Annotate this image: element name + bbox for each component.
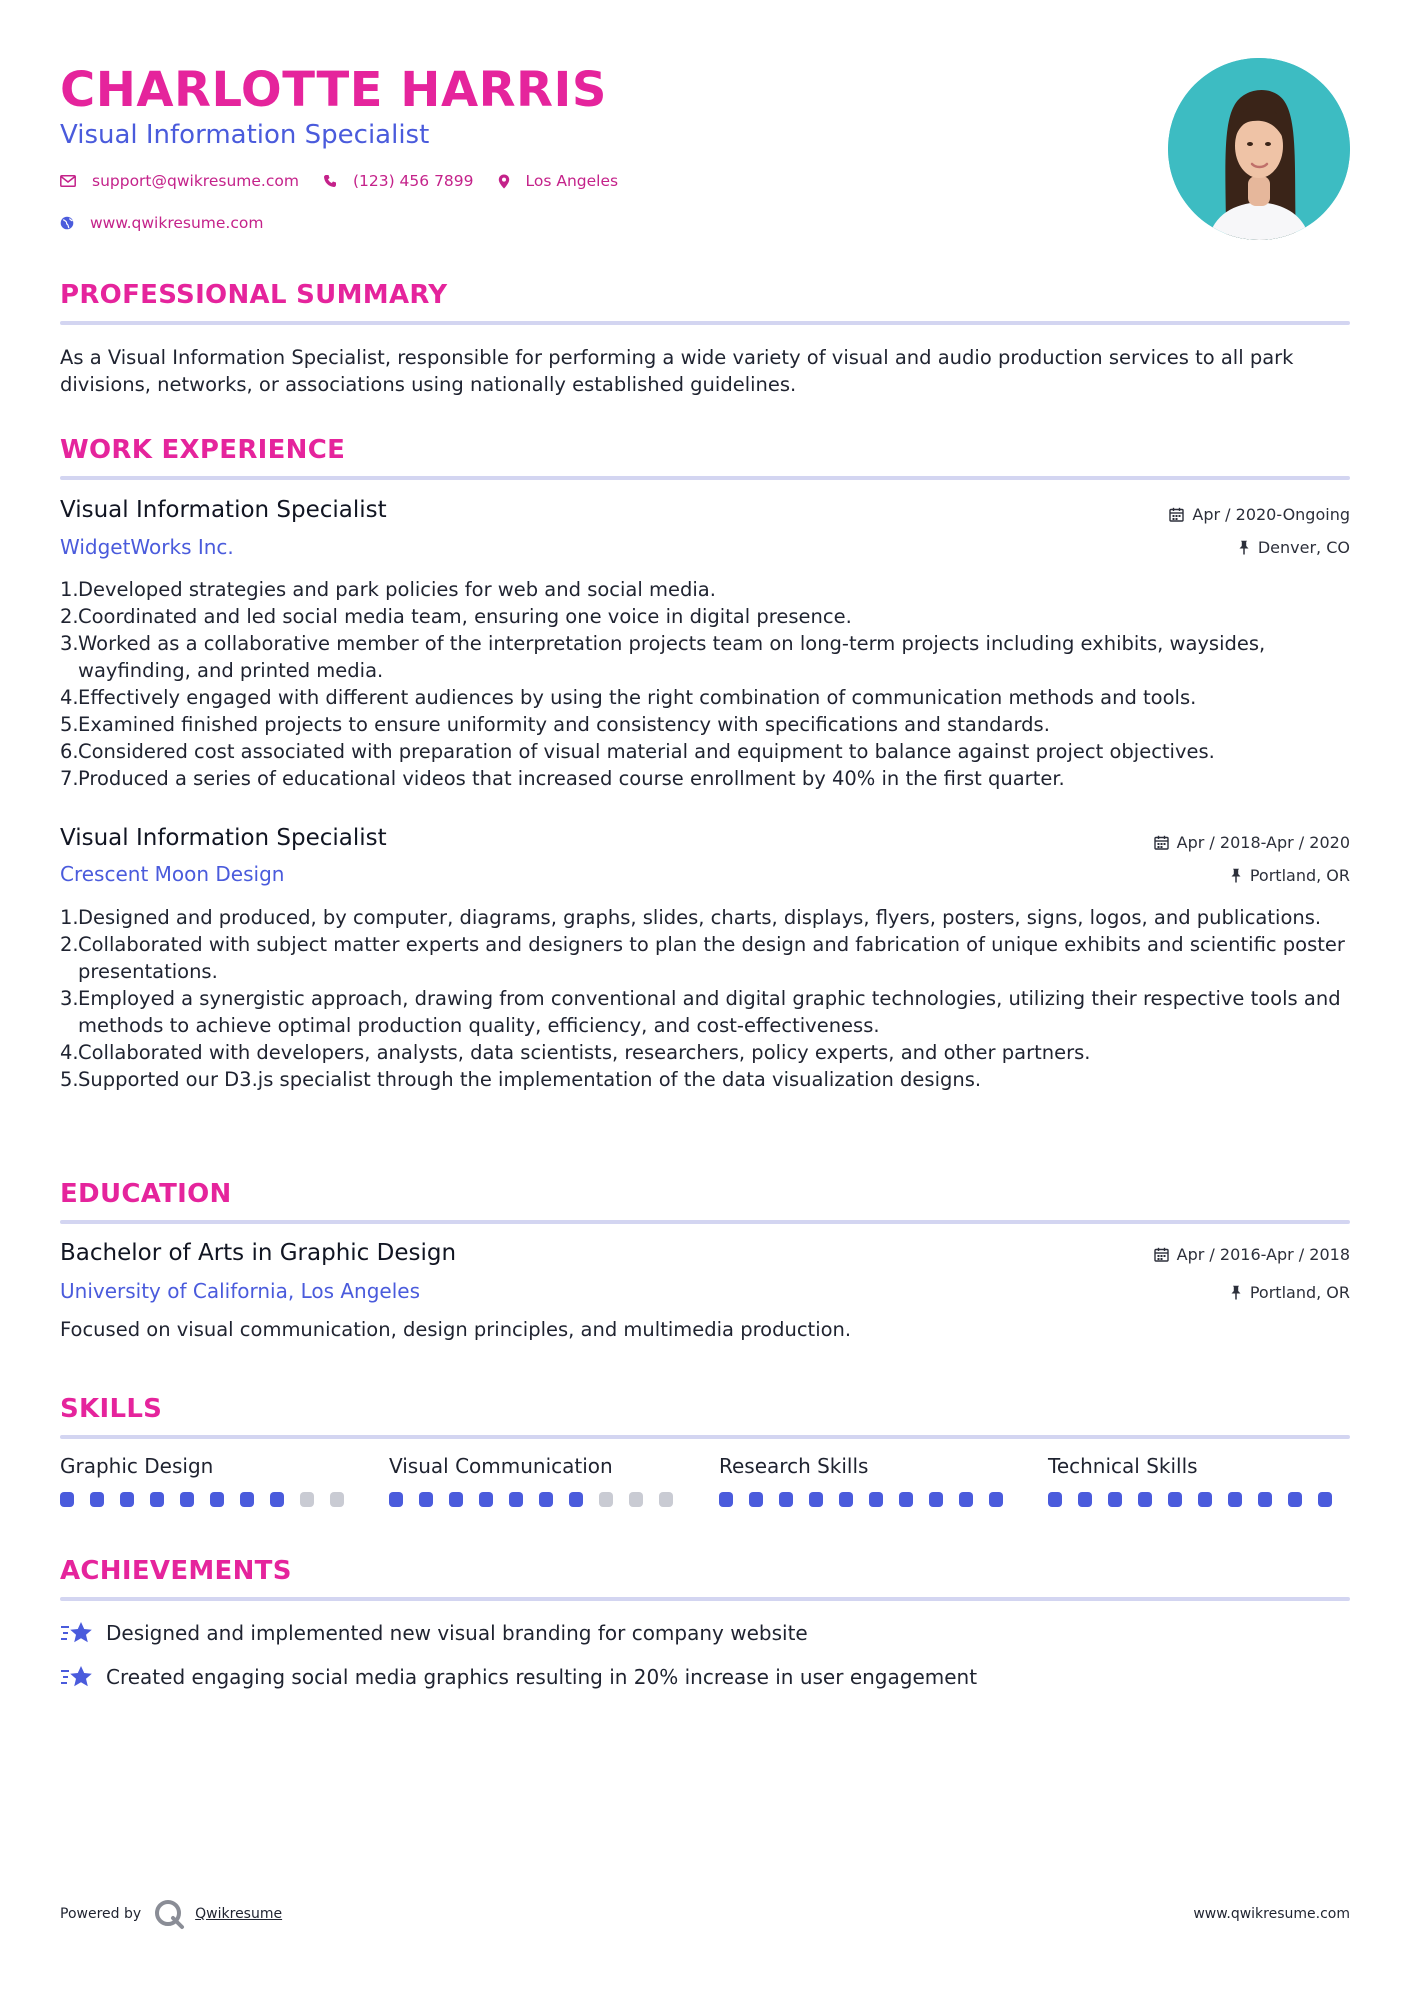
- skill-dot-filled: [1198, 1492, 1212, 1507]
- skill-item: [719, 1454, 1019, 1507]
- section-divider: [60, 1220, 1350, 1224]
- skill-dot-filled: [1168, 1492, 1182, 1507]
- section-divider: [60, 321, 1350, 325]
- skill-dot-filled: [1318, 1492, 1332, 1507]
- job-title: Visual Information Specialist: [60, 497, 387, 523]
- list-item: 1. Developed strategies and park policies for web and social media.: [60, 578, 716, 601]
- job-dates-text: Apr / 2020-Ongoing: [1192, 505, 1350, 524]
- skill-dot-filled: [809, 1492, 823, 1507]
- list-item: 3. Worked as a collaborative member of the interpretation projects team on long-term projects including exhibits, waysides, wayfinding, and printed media.: [60, 632, 1266, 682]
- qwikresume-logo-icon: [153, 1898, 187, 1930]
- skill-dot-filled: [839, 1492, 853, 1507]
- achievement-text: Created engaging social media graphics resulting in 20% increase in user engagement: [106, 1665, 978, 1689]
- powered-by-label: Powered by: [60, 1906, 142, 1922]
- globe-icon: [60, 216, 74, 230]
- calendar-icon: [1154, 1247, 1169, 1262]
- footer-powered-by: [60, 1898, 282, 1930]
- section-divider: [60, 1597, 1350, 1601]
- achievement-item: [60, 1619, 808, 1647]
- education-location-text: Portland, OR: [1249, 1283, 1350, 1302]
- summary-heading: PROFESSIONAL SUMMARY: [60, 280, 448, 310]
- email-text: support@qwikresume.com: [92, 172, 299, 190]
- skill-dot-empty: [300, 1492, 314, 1507]
- list-item: 4. Collaborated with developers, analysts, data scientists, researchers, policy experts, and other partners.: [60, 1041, 1091, 1064]
- skill-dot-filled: [1048, 1492, 1062, 1507]
- location-text: Los Angeles: [525, 172, 619, 190]
- school-name: University of California, Los Angeles: [60, 1279, 421, 1303]
- skill-dot-filled: [479, 1492, 493, 1507]
- website-text: www.qwikresume.com: [90, 214, 264, 232]
- skill-dot-filled: [389, 1492, 403, 1507]
- skill-rating: [1048, 1492, 1348, 1507]
- skill-dot-filled: [60, 1492, 74, 1507]
- contact-email[interactable]: [60, 172, 299, 190]
- skill-item: [60, 1454, 360, 1507]
- list-item: 2. Coordinated and led social media team, ensuring one voice in digital presence.: [60, 605, 852, 628]
- skill-dot-filled: [1138, 1492, 1152, 1507]
- education-heading: EDUCATION: [60, 1179, 232, 1209]
- section-divider: [60, 476, 1350, 480]
- job-dates: [1169, 505, 1350, 524]
- list-item: 6. Considered cost associated with preparation of visual material and equipment to balance against project objectives.: [60, 740, 1215, 763]
- calendar-icon: [1154, 835, 1169, 850]
- skill-name: Technical Skills: [1048, 1454, 1198, 1478]
- profile-portrait-image: [1168, 58, 1350, 240]
- job-location-text: Portland, OR: [1249, 866, 1350, 885]
- skill-name: Graphic Design: [60, 1454, 214, 1478]
- education-location: [1230, 1283, 1350, 1302]
- skill-dot-filled: [1258, 1492, 1272, 1507]
- star-icon: [60, 1619, 94, 1647]
- skill-dot-filled: [150, 1492, 164, 1507]
- skill-dot-filled: [1108, 1492, 1122, 1507]
- skill-dot-filled: [210, 1492, 224, 1507]
- contact-website[interactable]: [60, 214, 263, 232]
- achievement-item: [60, 1663, 977, 1691]
- skill-rating: [60, 1492, 360, 1507]
- company-name: WidgetWorks Inc.: [60, 535, 234, 559]
- skill-dot-filled: [869, 1492, 883, 1507]
- skill-dot-filled: [270, 1492, 284, 1507]
- list-item: 2. Collaborated with subject matter experts and designers to plan the design and fabrication of unique exhibits and scientific poster presentations.: [60, 933, 1345, 983]
- skill-dot-filled: [749, 1492, 763, 1507]
- skill-dot-filled: [449, 1492, 463, 1507]
- calendar-icon: [1169, 507, 1184, 522]
- list-item: 5. Examined finished projects to ensure uniformity and consistency with specifications and standards.: [60, 713, 1050, 736]
- skill-item: [389, 1454, 689, 1507]
- skill-dot-empty: [599, 1492, 613, 1507]
- phone-text: (123) 456 7899: [352, 172, 474, 190]
- star-icon: [60, 1663, 94, 1691]
- education-dates: [1154, 1245, 1350, 1264]
- education-dates-text: Apr / 2016-Apr / 2018: [1176, 1245, 1350, 1264]
- skill-dot-filled: [539, 1492, 553, 1507]
- job-bullet-list: [60, 576, 1350, 792]
- contact-phone[interactable]: [323, 172, 474, 190]
- pushpin-icon: [1238, 540, 1250, 555]
- company-name: Crescent Moon Design: [60, 862, 285, 886]
- skill-dot-filled: [240, 1492, 254, 1507]
- candidate-name: CHARLOTTE HARRIS: [60, 62, 607, 118]
- qwikresume-link[interactable]: Qwikresume: [195, 1906, 283, 1922]
- contact-row-primary: [60, 172, 642, 190]
- list-item: 5. Supported our D3.js specialist through the implementation of the data visualization designs.: [60, 1068, 982, 1091]
- skill-dot-filled: [959, 1492, 973, 1507]
- skill-dot-filled: [419, 1492, 433, 1507]
- skill-dot-filled: [989, 1492, 1003, 1507]
- candidate-title: Visual Information Specialist: [60, 120, 430, 150]
- skill-dot-filled: [1078, 1492, 1092, 1507]
- contact-row-secondary: [60, 214, 287, 232]
- degree-title: Bachelor of Arts in Graphic Design: [60, 1240, 457, 1266]
- skill-dot-filled: [120, 1492, 134, 1507]
- summary-text: As a Visual Information Specialist, responsible for performing a wide variety of visual and audio production services to all park divisions, networks, or associations using nationally established guidelines.: [60, 346, 1294, 396]
- profile-photo: [1168, 58, 1350, 240]
- job-dates: [1154, 833, 1350, 852]
- list-item: 3. Employed a synergistic approach, drawing from conventional and digital graphic technologies, utilizing their respective tools and methods to achieve optimal production quality, efficiency, and cost-effectiveness.: [60, 987, 1341, 1037]
- job-location: [1230, 866, 1350, 885]
- skill-dot-filled: [1228, 1492, 1242, 1507]
- skill-dot-filled: [719, 1492, 733, 1507]
- skill-rating: [389, 1492, 689, 1507]
- map-pin-icon: [498, 174, 510, 189]
- job-dates-text: Apr / 2018-Apr / 2020: [1176, 833, 1350, 852]
- skill-dot-filled: [899, 1492, 913, 1507]
- job-bullet-list: [60, 904, 1350, 1093]
- contact-location: [498, 172, 619, 190]
- email-icon: [60, 175, 76, 187]
- skill-rating: [719, 1492, 1019, 1507]
- job-location: [1238, 538, 1350, 557]
- pushpin-icon: [1230, 868, 1242, 883]
- skill-dot-empty: [629, 1492, 643, 1507]
- skill-dot-filled: [1288, 1492, 1302, 1507]
- job-title: Visual Information Specialist: [60, 825, 387, 851]
- skill-item: [1048, 1454, 1348, 1507]
- skill-dot-filled: [509, 1492, 523, 1507]
- footer-website[interactable]: www.qwikresume.com: [1193, 1906, 1350, 1922]
- skills-heading: SKILLS: [60, 1394, 163, 1424]
- skill-dot-filled: [90, 1492, 104, 1507]
- achievements-heading: ACHIEVEMENTS: [60, 1556, 292, 1586]
- phone-icon: [323, 174, 337, 188]
- list-item: 4. Effectively engaged with different audiences by using the right combination of communication methods and tools.: [60, 686, 1197, 709]
- list-item: 1. Designed and produced, by computer, diagrams, graphs, slides, charts, displays, flyers, posters, signs, logos, and publications.: [60, 906, 1322, 929]
- skill-dot-filled: [929, 1492, 943, 1507]
- job-location-text: Denver, CO: [1257, 538, 1350, 557]
- skill-name: Visual Communication: [389, 1454, 613, 1478]
- section-divider: [60, 1435, 1350, 1439]
- list-item: 7. Produced a series of educational videos that increased course enrollment by 40% in the first quarter.: [60, 767, 1065, 790]
- achievement-text: Designed and implemented new visual branding for company website: [106, 1621, 808, 1645]
- education-description: Focused on visual communication, design principles, and multimedia production.: [60, 1318, 852, 1341]
- skill-name: Research Skills: [719, 1454, 869, 1478]
- pushpin-icon: [1230, 1285, 1242, 1300]
- skill-dot-filled: [180, 1492, 194, 1507]
- skill-dot-filled: [779, 1492, 793, 1507]
- experience-heading: WORK EXPERIENCE: [60, 435, 346, 465]
- skill-dot-empty: [659, 1492, 673, 1507]
- skill-dot-filled: [569, 1492, 583, 1507]
- skill-dot-empty: [330, 1492, 344, 1507]
